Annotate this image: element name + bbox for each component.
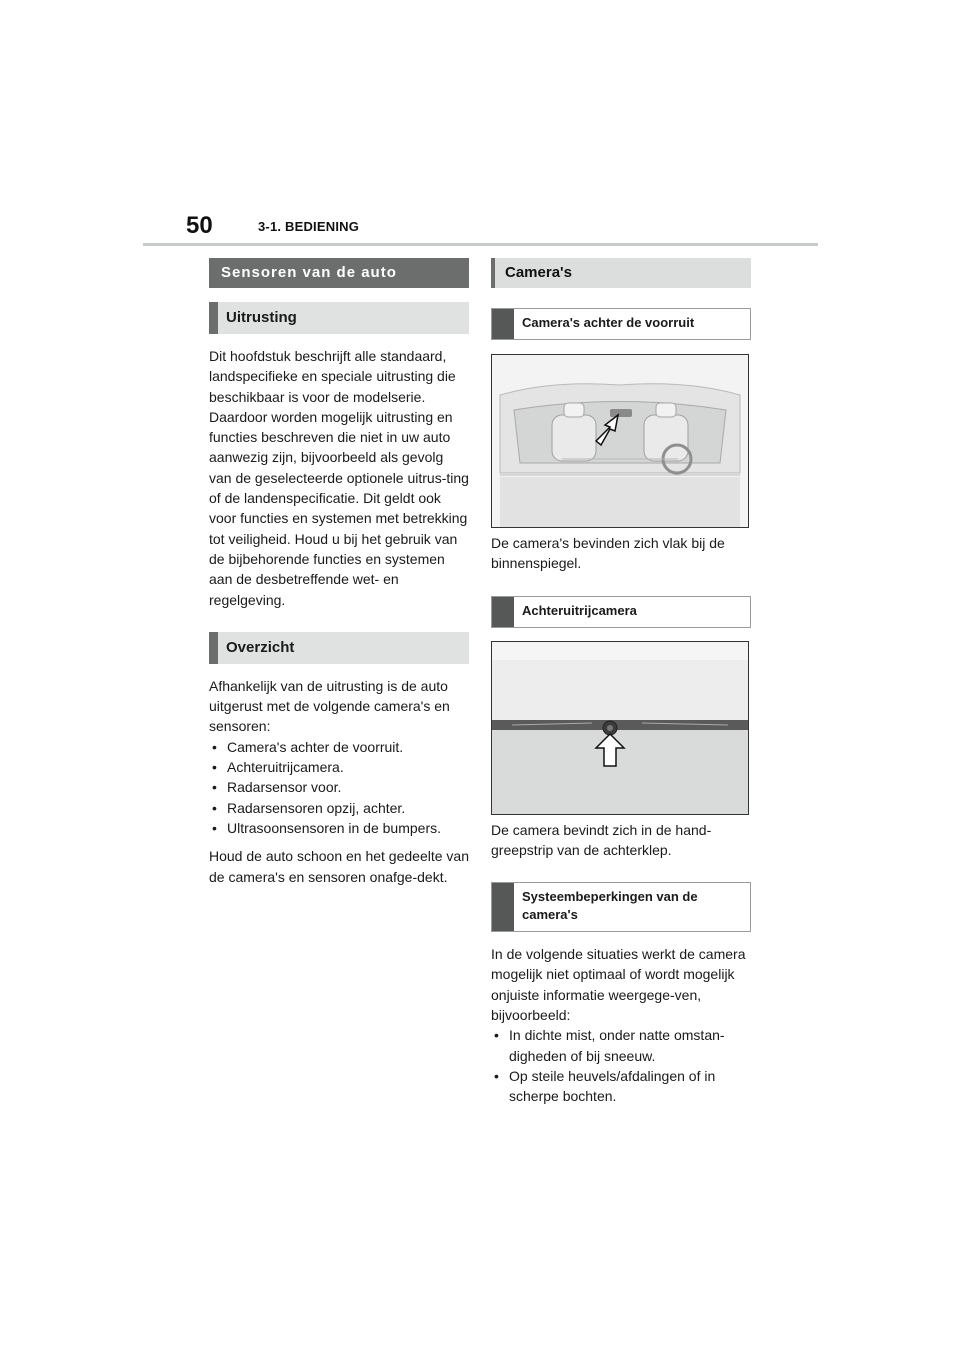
- chapter-title: 3-1. BEDIENING: [258, 219, 360, 234]
- subheading-bar: [492, 309, 514, 339]
- left-column: [209, 258, 469, 887]
- subheading-overzicht: [209, 632, 469, 664]
- subheading-uitrusting: [209, 302, 469, 334]
- subheading-bar: [492, 883, 514, 931]
- subheading-label: Systeembeperkingen van de camera's: [514, 883, 750, 931]
- windshield-camera-figure: [491, 354, 749, 528]
- windshield-camera-illustration: [492, 355, 748, 527]
- rear-camera-figure: [491, 641, 749, 815]
- subheading-label: Overzicht: [218, 632, 469, 664]
- rear-camera-caption: De camera bevindt zich in de hand-greepstrip van de achterklep.: [491, 821, 712, 858]
- subheading-bar: [209, 632, 218, 664]
- page-number: 50: [186, 212, 213, 239]
- subheading-bar: [209, 302, 218, 334]
- subheading-label: Camera's achter de voorruit: [514, 309, 750, 339]
- list-item: • Camera's achter de voorruit.: [209, 737, 469, 757]
- list-item: • Op steile heuvels/afdalingen of in scherpe bochten.: [491, 1066, 751, 1107]
- windshield-camera-caption: De camera's bevinden zich vlak bij de binnenspiegel.: [491, 535, 725, 572]
- list-item: • Ultrasoonsensoren in de bumpers.: [209, 818, 469, 838]
- header-divider: [143, 243, 818, 246]
- system-limits-intro: In de volgende situaties werkt de camera mogelijk niet optimaal of wordt mogelijk onjuiste informatie weergege-ven, bijvoorbeeld:: [491, 946, 746, 1024]
- subheading-label: Uitrusting: [218, 302, 469, 334]
- subheading-rear-camera: [491, 596, 751, 628]
- rear-camera-illustration: [492, 642, 748, 814]
- list-item: • Achteruitrijcamera.: [209, 757, 469, 777]
- subheading-bar: [492, 597, 514, 627]
- list-item: • In dichte mist, onder natte omstan-digheden of bij sneeuw.: [491, 1025, 751, 1066]
- subheading-system-limits: [491, 882, 751, 932]
- right-column: [491, 258, 751, 1107]
- list-item: • Radarsensoren opzij, achter.: [209, 798, 469, 818]
- subheading-windshield-cameras: [491, 308, 751, 340]
- sensor-list: [209, 737, 469, 838]
- overzicht-outro: Houd de auto schoon en het gedeelte van de camera's en sensoren onafge-dekt.: [209, 848, 469, 885]
- subheading-label: Achteruitrijcamera: [514, 597, 750, 627]
- section-title-cameras: Camera's: [491, 258, 751, 288]
- section-title-sensors: Sensoren van de auto: [209, 258, 469, 288]
- system-limits-list: [491, 1025, 751, 1106]
- list-item: • Radarsensor voor.: [209, 777, 469, 797]
- overzicht-intro: Afhankelijk van de uitrusting is de auto uitgerust met de volgende camera's en sensoren:: [209, 677, 450, 735]
- uitrusting-paragraph: Dit hoofdstuk beschrijft alle standaard, landspecifieke en speciale uitrusting die beschikbaar is voor de modelserie. Daardoor worden mogelijk uitrusting en functies beschreven die niet in uw auto aanwezig zijn, bijvoorbeeld als gevolg van de geselecteerde optionele uitrus-ting of de landenspecificatie. Dit geldt ook voor functies en systemen met betrekking tot veiligheid. Houd u bij het gebruik van de bijbehorende functies en systemen aan de desbetreffende wet- en regelgeving.: [209, 348, 469, 608]
